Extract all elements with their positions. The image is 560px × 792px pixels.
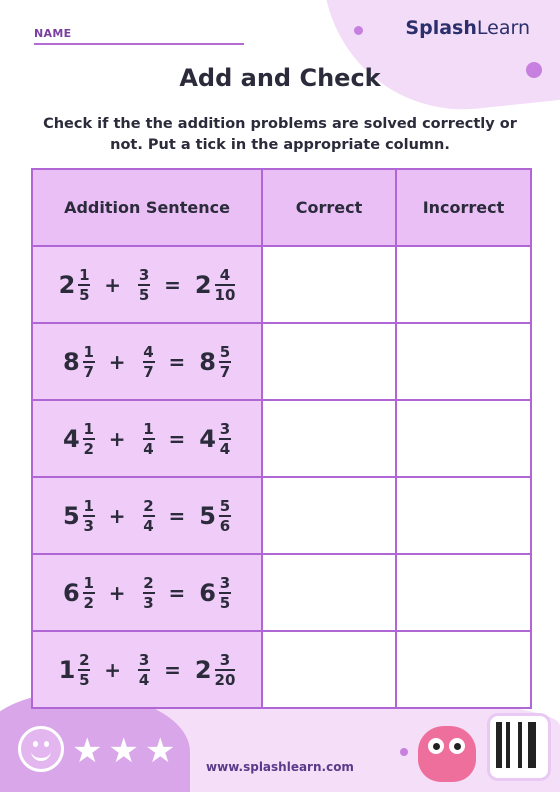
denominator: 7 — [219, 362, 231, 381]
incorrect-tick-cell[interactable] — [396, 631, 531, 708]
fraction — [83, 498, 95, 534]
star-icon: ★ — [72, 731, 103, 771]
whole-number: 1 — [58, 655, 76, 684]
table-row — [32, 400, 531, 477]
fraction — [83, 344, 95, 380]
numerator: 1 — [83, 419, 94, 438]
addend-2 — [138, 652, 150, 688]
numerator: 4 — [219, 265, 231, 284]
result — [199, 498, 231, 534]
denominator: 3 — [143, 593, 154, 612]
result — [195, 267, 236, 303]
table-header-row — [32, 169, 531, 246]
numerator: 5 — [219, 496, 231, 515]
fraction — [215, 267, 236, 303]
numerator: 1 — [143, 419, 154, 438]
addend-1 — [59, 652, 91, 688]
numerator: 4 — [143, 342, 154, 361]
equals-sign: = — [168, 580, 186, 605]
decorative-dot — [400, 748, 408, 756]
numerator: 3 — [219, 573, 231, 592]
numerator: 3 — [219, 419, 231, 438]
page-title: Add and Check — [179, 64, 381, 92]
addition-sentence-cell — [32, 323, 262, 400]
mascot-icon — [418, 726, 476, 782]
numerator: 2 — [79, 650, 90, 669]
addend-2 — [143, 344, 155, 380]
addend-1 — [63, 421, 95, 457]
plus-sign: + — [104, 272, 122, 297]
correct-tick-cell[interactable] — [262, 554, 396, 631]
fraction — [219, 575, 231, 611]
incorrect-tick-cell[interactable] — [396, 477, 531, 554]
whole-number: 6 — [199, 578, 216, 607]
addend-2 — [138, 267, 150, 303]
column-header-incorrect: Incorrect — [396, 169, 531, 246]
whole-number: 6 — [63, 578, 80, 607]
fraction — [219, 344, 231, 380]
addend-2 — [143, 575, 155, 611]
incorrect-tick-cell[interactable] — [396, 323, 531, 400]
incorrect-tick-cell[interactable] — [396, 246, 531, 323]
numerator: 3 — [219, 650, 231, 669]
numerator: 1 — [83, 496, 94, 515]
fraction — [219, 421, 231, 457]
table-row — [32, 631, 531, 708]
logo-bold-part: Splash — [405, 17, 477, 39]
numerator: 2 — [143, 573, 154, 592]
whole-number: 8 — [199, 347, 216, 376]
whole-number: 2 — [194, 270, 212, 299]
addition-sentence — [33, 652, 261, 688]
column-header-correct: Correct — [262, 169, 396, 246]
denominator: 5 — [138, 285, 150, 304]
addition-sentence-cell — [32, 477, 262, 554]
plus-sign: + — [108, 426, 126, 451]
column-header-addition-sentence: Addition Sentence — [32, 169, 262, 246]
fraction — [78, 652, 90, 688]
addition-sentence-cell — [32, 631, 262, 708]
table-row — [32, 323, 531, 400]
correct-tick-cell[interactable] — [262, 477, 396, 554]
addend-1 — [63, 344, 95, 380]
denominator: 20 — [214, 670, 236, 689]
whole-number: 5 — [63, 501, 80, 530]
addition-sentence — [33, 344, 261, 380]
addition-sentence — [33, 575, 261, 611]
worksheet-table — [31, 168, 532, 709]
fraction — [215, 652, 236, 688]
fraction — [83, 575, 95, 611]
addition-sentence — [33, 267, 261, 303]
addition-sentence-cell — [32, 246, 262, 323]
plus-sign: + — [108, 349, 126, 374]
denominator: 7 — [83, 362, 94, 381]
result — [199, 344, 231, 380]
denominator: 5 — [219, 593, 231, 612]
denominator: 5 — [79, 285, 90, 304]
whole-number: 2 — [58, 270, 76, 299]
denominator: 4 — [219, 439, 231, 458]
correct-tick-cell[interactable] — [262, 400, 396, 477]
footer-url[interactable]: www.splashlearn.com — [206, 760, 354, 774]
name-field[interactable] — [34, 43, 244, 45]
addend-1 — [63, 575, 95, 611]
numerator: 5 — [219, 342, 231, 361]
equals-sign: = — [164, 657, 181, 682]
whole-number: 8 — [63, 347, 80, 376]
denominator: 6 — [219, 516, 231, 535]
correct-tick-cell[interactable] — [262, 246, 396, 323]
plus-sign: + — [104, 657, 122, 682]
plus-sign: + — [108, 580, 126, 605]
incorrect-tick-cell[interactable] — [396, 400, 531, 477]
incorrect-tick-cell[interactable] — [396, 554, 531, 631]
star-icon: ★ — [144, 731, 176, 771]
addend-1 — [63, 498, 95, 534]
denominator: 7 — [143, 362, 154, 381]
equals-sign: = — [168, 349, 186, 374]
splashlearn-logo — [405, 17, 530, 39]
plus-sign: + — [108, 503, 126, 528]
numerator: 1 — [79, 265, 90, 284]
whole-number: 4 — [63, 424, 80, 453]
result — [199, 421, 231, 457]
name-label: NAME — [34, 27, 72, 40]
numerator: 3 — [138, 650, 150, 669]
table-row — [32, 246, 531, 323]
decorative-dot — [354, 26, 363, 35]
addend-1 — [59, 267, 91, 303]
fraction — [83, 421, 95, 457]
table-row — [32, 477, 531, 554]
whole-number: 5 — [199, 501, 216, 530]
denominator: 3 — [83, 516, 94, 535]
star-icon: ★ — [108, 731, 139, 771]
addend-2 — [143, 498, 155, 534]
instructions: Check if the the addition problems are solved correctly or not. Put a tick in the appropriate column. — [43, 116, 517, 153]
denominator: 2 — [83, 439, 94, 458]
logo-regular-part: Learn — [476, 17, 530, 39]
addition-sentence — [33, 421, 261, 457]
correct-tick-cell[interactable] — [262, 323, 396, 400]
numerator: 1 — [83, 342, 94, 361]
result — [195, 652, 236, 688]
qr-code-icon — [490, 716, 548, 778]
table-row — [32, 554, 531, 631]
equals-sign: = — [168, 503, 186, 528]
denominator: 4 — [143, 516, 154, 535]
denominator: 10 — [214, 285, 236, 304]
fraction — [78, 267, 90, 303]
result — [199, 575, 231, 611]
equals-sign: = — [168, 426, 186, 451]
denominator: 4 — [143, 439, 154, 458]
whole-number: 2 — [194, 655, 212, 684]
whole-number: 4 — [199, 424, 216, 453]
numerator: 3 — [138, 265, 150, 284]
equals-sign: = — [164, 272, 181, 297]
denominator: 5 — [79, 670, 90, 689]
numerator: 2 — [143, 496, 154, 515]
addition-sentence-cell — [32, 400, 262, 477]
addition-sentence — [33, 498, 261, 534]
correct-tick-cell[interactable] — [262, 631, 396, 708]
denominator: 2 — [83, 593, 94, 612]
numerator: 1 — [83, 573, 94, 592]
denominator: 4 — [138, 670, 150, 689]
addend-2 — [143, 421, 155, 457]
addition-sentence-cell — [32, 554, 262, 631]
fraction — [219, 498, 231, 534]
